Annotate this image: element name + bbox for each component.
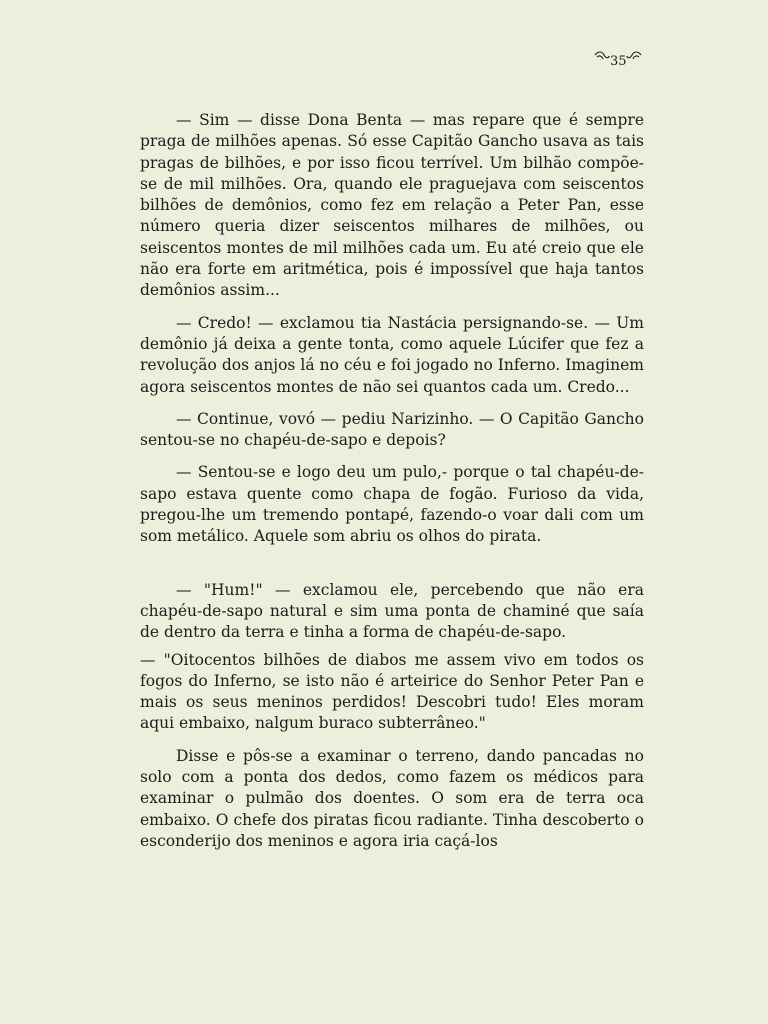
paragraph-sentou-se: — Sentou-se e logo deu um pulo,- porque o tal chapéu-de-sapo estava quente como chapa de fogão. Furioso da vida, pregou-lhe um tremendo pontapé, fazendo-o voar dali com um som metálico. Aquele som abriu os olhos do pirata. xyxy=(140,463,644,546)
page-ornament-right-icon xyxy=(626,50,642,64)
paragraph-credo: — Credo! — exclamou tia Nastácia persignando-se. — Um demônio já deixa a gente tonta, como aquele Lúcifer que fez a revolução dos anjos lá no céu e foi jogado no Inferno. Imaginem agora seiscentos montes de não sei quantos cada um. Credo... xyxy=(140,313,644,396)
paragraph-disse-e-pos-se: Disse e pôs-se a examinar o terreno, dando pancadas no solo com a ponta dos dedos, como fazem os médicos para examinar o pulmão dos doentes. O som era de terra oca embaixo. O chefe dos piratas ficou radiante. Tinha descoberto o esconderijo dos meninos e agora iria caçá-los xyxy=(140,746,644,850)
page-number-value: 35 xyxy=(610,54,627,69)
paragraph-continue-vovo: — Continue, vovó — pediu Narizinho. — O Capitão Gancho sentou-se no chapéu-de-sapo e depois? xyxy=(140,409,644,450)
body-text xyxy=(140,110,644,852)
paragraph-hum: — "Hum!" — exclamou ele, percebendo que não era chapéu-de-sapo natural e sim uma ponta de chaminé que saía de dentro da terra e tinha a forma de chapéu-de-sapo. xyxy=(140,580,644,642)
paragraph-sim-disse-dona-benta: — Sim — disse Dona Benta — mas repare que é sempre praga de milhões apenas. Só esse Capitão Gancho usava as tais pragas de bilhões, e por isso ficou terrível. Um bilhão compõe-se de mil milhões. Ora, quando ele praguejava com seiscentos bilhões de demônios, como fez em relação a Peter Pan, esse número queria dizer seiscentos milhares de milhões, ou seiscentos montes de mil milhões cada um. Eu até creio que ele não era forte em aritmética, pois é impossível que haja tantos demônios assim... xyxy=(140,111,644,300)
page-number xyxy=(592,48,648,72)
page-ornament-left-icon xyxy=(594,50,610,64)
paragraph-oitocentos-bilhoes: — "Oitocentos bilhões de diabos me assem vivo em todos os fogos do Inferno, se isto não é arteirice do Senhor Peter Pan e mais os seus meninos perdidos! Descobri tudo! Eles moram aqui embaixo, nalgum buraco subterrâneo." xyxy=(140,650,644,733)
